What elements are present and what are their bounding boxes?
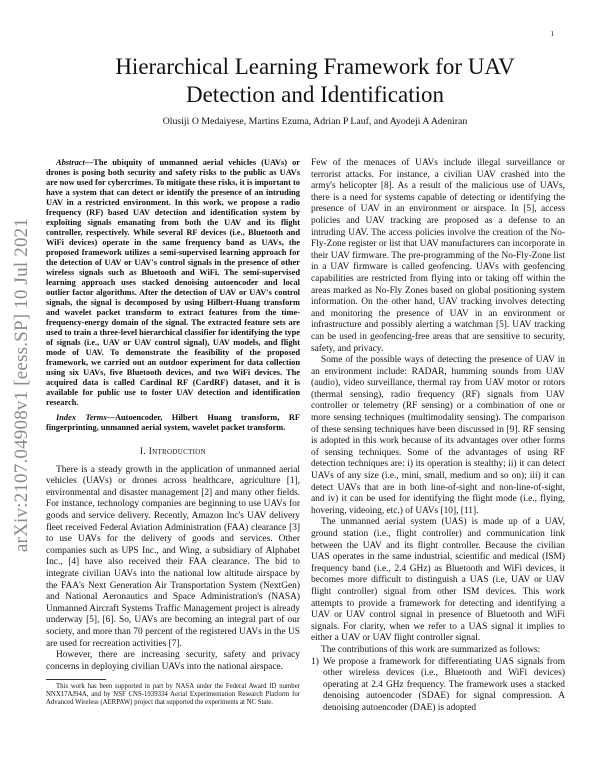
- list-item-text: We propose a framework for differentiating UAS signals from other wireless devices (i.e., Bluetooth and WiFi devices) operating at 2.4 GHz frequency. The framework uses a stacked denoising autoencoder (SDAE) for signal compression. A denoising autoencoder (DAE) is adopted: [323, 656, 565, 713]
- body-paragraph: Some of the possible ways of detecting the presence of UAV in an environment include: RADAR, humming sounds from UAV (audio), video surveillance, thermal ray from UAV motor or rotors (thermal sensing), radio frequency (RF) signals from UAV controller or telemetry (RF sensing) or a combination of one or more sensing techniques (multimodality sensing). The comparison of these sensing techniques have been discussed in [9]. RF sensing is adopted in this work because of its advantages over other forms of sensing techniques. Some of the advantages of using RF detection techniques are: i) its operation is stealthy; ii) it can detect UAVs of any size (i.e., mini, small, medium and so on); iii) it can detect UAVs that are in both line-of-sight and non-line-of-sight, and iv) it can be used for identifying the flight mode (i.e., flying, hovering, videoing, etc.) of UAVs [10], [11].: [311, 355, 565, 516]
- paper-title: Hierarchical Learning Framework for UAV Detection and Identification: [115, 54, 515, 107]
- body-paragraph: The contributions of this work are summarized as follows:: [321, 644, 541, 655]
- footnote-divider: [46, 679, 106, 680]
- abstract-label: Abstract—: [56, 158, 94, 167]
- abstract: [46, 158, 300, 408]
- body-paragraph: Few of the menaces of UAVs include illegal surveillance or terrorist attacks. For instance, a civilian UAV crashed into the army's helicopter [8]. As a result of the malicious use of UAVs, there is a need for systems capable of detecting or identifying the presence of UAV in an environment or airspace. In [5], access policies and UAV tracking are proposed as a defense to an intruding UAV. The access policies involve the creation of the No-Fly-Zone register or list that UAV manufacturers can incorporate in their UAV firmware. The pre-programming of the No-Fly-Zone list in a UAV firmware is called geofencing. UAVs with geofencing capabilities are restricted from flying into or taking off within the areas marked as No-Fly Zones based on global positioning system information. On the other hand, UAV tracking involves detecting and monitoring the presence of UAV in an environment or infrastructure and possibly alerting a watchman [5]. UAV tracking can be used in geofencing-free areas that are sensitive to security, safety, and privacy.: [311, 158, 565, 354]
- page-number: 1: [550, 30, 554, 38]
- section-heading-introduction: I. Introduction: [140, 447, 206, 457]
- right-column: [311, 158, 565, 715]
- left-column: [46, 158, 300, 707]
- funding-footnote: This work has been supported in part by NASA under the Federal Award ID number NNX17AJ94A, and by NSF CNS-1939334 Aerial Experimentation Research Platform for Advanced Wireless (AERPAW) project that supported the experiments at NC State.: [46, 683, 300, 707]
- abstract-text: The ubiquity of unmanned aerial vehicles (UAVs) or drones is posing both security and safety risks to the public as UAVs are now used for cybercrimes. To mitigate these risks, it is important to have a system that can detect or identify the presence of an intruding UAV in a restricted environment. In this work, we propose a radio frequency (RF) based UAV detection and identification system by exploiting signals emanating from both the UAV and its flight controller, respectively. While several RF devices (i.e., Bluetooth and WiFi devices) operate in the same frequency band as UAVs, the proposed framework utilizes a semi-supervised learning approach for the detection of UAV or UAV's control signals in the presence of other wireless signals such as Bluetooth and WiFi. The semi-supervised learning approach uses stacked denoising autoencoder and local outlier factor algorithms. After the detection of UAV or UAV's control signals, the signal is decomposed by using Hilbert-Huang transform and wavelet packet transform to extract features from the time-frequency-energy domain of the signal. The extracted feature sets are used to train a three-level hierarchical classifier for identifying the type of signals (i.e., UAV or UAV control signal), UAV models, and flight mode of UAV. To demonstrate the feasibility of the proposed framework, we carried out an outdoor experiment for data collection using six UAVs, five Bluetooth devices, and two WiFi devices. The acquired data is called Cardinal RF (CardRF) dataset, and it is available for public use to foster UAV detection and identification research.: [46, 158, 300, 407]
- index-terms: [46, 413, 300, 433]
- index-terms-text: —Autoencoder, Hilbert Huang transform, RF fingerprinting, unmanned aerial system, wavelet packet transform.: [46, 413, 300, 432]
- list-item: [311, 657, 565, 715]
- contributions-list: [311, 657, 565, 715]
- intro-paragraph: There is a steady growth in the application of unmanned aerial vehicles (UAVs) or drones across healthcare, agriculture [1], environmental and disaster management [2] and many other fields. For instance, technology companies are beginning to use UAVs for goods and service delivery. Recently, Amazon Inc's UAV delivery fleet received Federal Aviation Administration (FAA) clearance [3] to use UAVs for the delivery of goods and services. Other companies such as UPS Inc., and Wing, a subsidiary of Alphabet Inc., [4] have also received their FAA clearance. The bid to integrate civilian UAVs into the national low altitude airspace by the FAA's Next Generation Air Transportation System (NextGen) and National Aeronautics and Space Administration's (NASA) Unmanned Aircraft Systems Traffic Management project is already underway [5], [6]. So, UAVs are becoming an integral part of our society, and more than 70 percent of the registered UAVs in the US are used for recreation activities [7].: [46, 464, 300, 649]
- body-paragraph: The unmanned aerial system (UAS) is made up of a UAV, ground station (i.e., flight controller) and communication link between the UAV and its flight controller. Because the civilian UAS operates in the same industrial, scientific and medical (ISM) frequency band (i.e., 2.4 GHz) as Bluetooth and WiFi devices, it becomes more difficult to distinguish a UAS (i.e, UAV or UAV flight controller) signal from other ISM devices. This work attempts to provide a framework for detecting and identifying a UAV or UAV control signal in presence of Bluetooth and WiFi signals. For clarity, when we refer to a UAS signal it implies to either a UAV or UAV flight controller signal.: [311, 517, 565, 644]
- index-terms-label: Index Terms: [56, 413, 107, 422]
- list-item-number: 1): [311, 656, 319, 667]
- intro-paragraph: However, there are increasing security, safety and privacy concerns in deploying civilian UAVs into the national airspace.: [46, 650, 300, 672]
- arxiv-identifier: arXiv:2107.04908v1 [eess.SP] 10 Jul 2021: [11, 217, 32, 553]
- author-list: Olusiji O Medaiyese, Martins Ezuma, Adrian P Lauf, and Ayodeji A Adeniran: [162, 116, 468, 127]
